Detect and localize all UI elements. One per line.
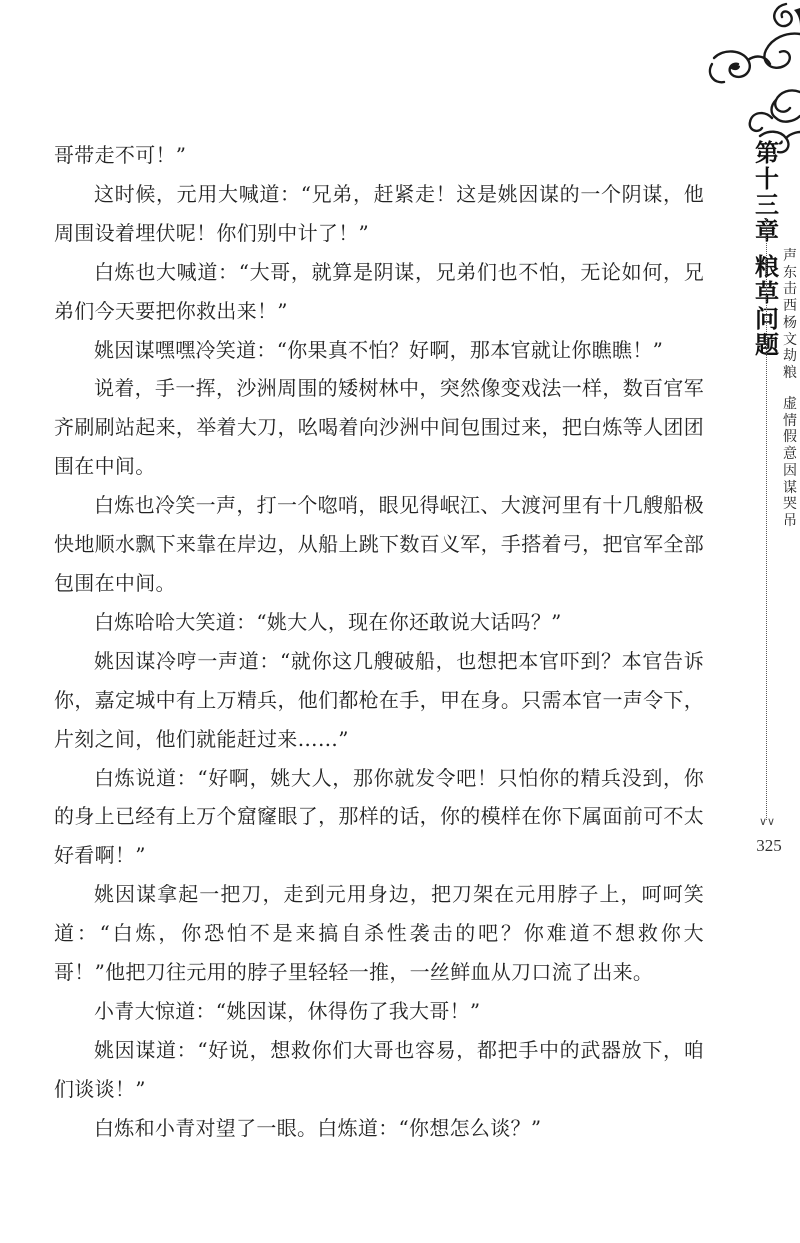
paragraph: 姚因谋拿起一把刀，走到元用身边，把刀架在元用脖子上，呵呵笑道：“白炼，你恐怕不是来搞自杀性袭击的吧？你难道不想救你大哥！”他把刀往元用的脖子里轻轻一推，一丝鲜血从刀口流了出来。 [54,882,704,985]
paragraph: 白炼也大喊道：“大哥，就算是阴谋，兄弟们也不怕，无论如何，兄弟们今天要把你救出来！” [54,259,704,323]
chapter-title: 粮草问题 [755,252,779,359]
paragraph: 姚因谋冷哼一声道：“就你这几艘破船，也想把本官吓到？本官告诉你，嘉定城中有上万精兵，他们都枪在手，甲在身。只需本官一声令下，片刻之间，他们就能赶过来……” [54,648,704,751]
paragraph: 哥带走不可！” [54,143,187,167]
chapter-subtitle-1: 声东击西杨文劫粮 [783,248,797,381]
chapter-number: 第十三章 [755,138,779,245]
paragraph: 白炼哈哈大笑道：“姚大人，现在你还敢说大话吗？” [94,609,562,634]
page-number: 325 [756,836,782,855]
paragraph: 白炼也冷笑一声，打一个唿哨，眼见得岷江、大渡河里有十几艘船极快地顺水飘下来靠在岸边，从船上跳下数百义军，手搭着弓，把官军全部包围在中间。 [54,493,704,595]
dotted-divider [766,218,767,820]
paragraph: 这时候，元用大喊道：“兄弟，赶紧走！这是姚因谋的一个阴谋，他周围设着埋伏呢！你们别中计了！” [54,181,704,245]
paragraph: 白炼和小青对望了一眼。白炼道：“你想怎么谈？” [94,1115,542,1140]
chapter-subtitle-2: 虚情假意因谋哭吊 [783,396,797,529]
cloud-ornament-icon [690,0,800,170]
paragraph: 说着，手一挥，沙洲周围的矮树林中，突然像变戏法一样，数百官军齐刷刷站起来，举着大刀，吆喝着向沙洲中间包围过来，把白炼等人团团围在中间。 [54,376,704,479]
chevron-down-icon: ∨∨ [759,815,776,828]
body-text [54,136,704,1148]
paragraph: 姚因谋嘿嘿冷笑道：“你果真不怕？好啊，那本官就让你瞧瞧！” [94,337,664,362]
paragraph: 小青大惊道：“姚因谋，休得伤了我大哥！” [94,998,481,1023]
paragraph: 白炼说道：“好啊，姚大人，那你就发令吧！只怕你的精兵没到，你的身上已经有上万个窟窿眼了，那样的话，你的模样在你下属面前可不太好看啊！” [54,765,704,868]
paragraph: 姚因谋道：“好说，想救你们大哥也容易，都把手中的武器放下，咱们谈谈！” [54,1037,704,1101]
